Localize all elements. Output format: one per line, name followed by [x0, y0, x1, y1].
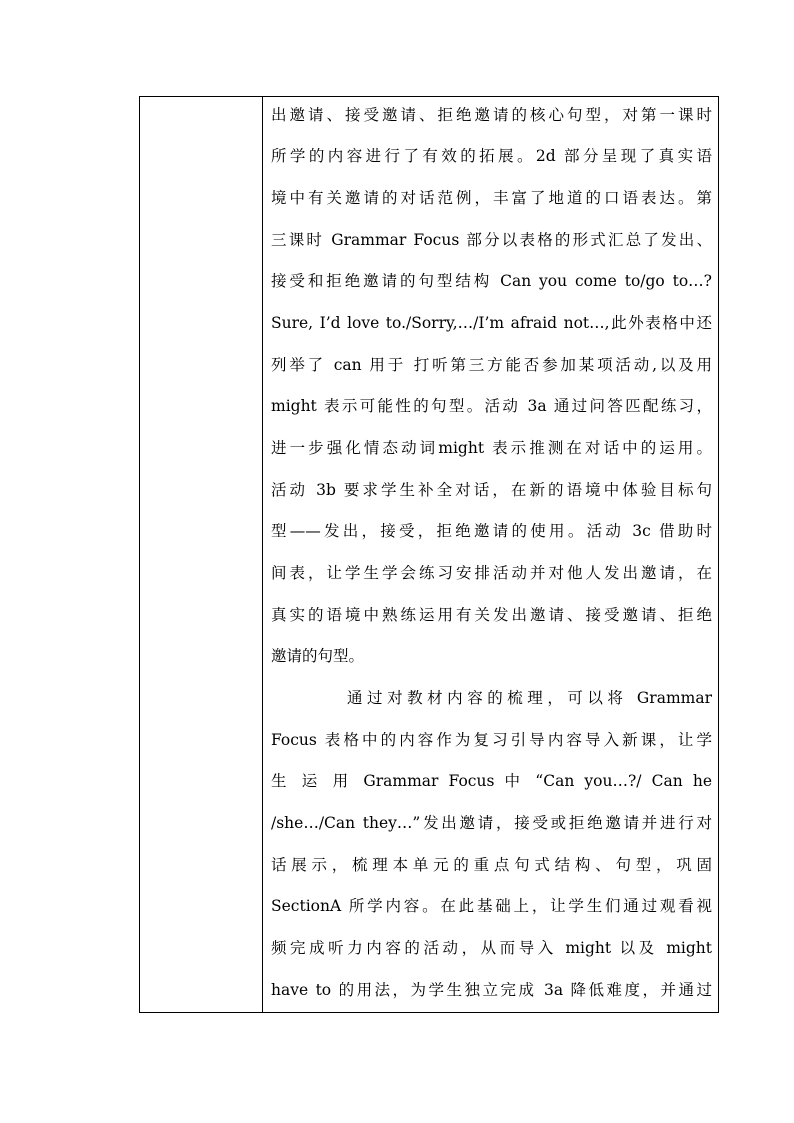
text-line: 出邀请、接受邀请、拒绝邀请的核心句型，对第一课时	[271, 106, 712, 124]
text-line: 话展示，梳理本单元的重点句式结构、句型，巩固	[271, 856, 712, 874]
text-line: /she…/Can they…”发出邀请，接受或拒绝邀请并进行对	[271, 814, 712, 832]
text-line: have to 的用法，为学生独立完成 3a 降低难度，并通过	[271, 981, 712, 999]
text-line: Sure, I’d love to./Sorry,…/I’m afraid not…,此外表格中还	[271, 314, 712, 332]
text-line: 列举了 can 用于 打听第三方能否参加某项活动,以及用	[271, 356, 712, 374]
text-line: 真实的语境中熟练运用有关发出邀请、接受邀请、拒绝	[271, 606, 712, 624]
text-line: 邀请的句型。	[271, 647, 365, 665]
table-left-cell	[140, 97, 263, 1012]
text-line: 频完成听力内容的活动，从而导入 might 以及 might	[271, 939, 712, 957]
text-line: 所学的内容进行了有效的拓展。2d 部分呈现了真实语	[271, 147, 712, 165]
table-right-cell	[263, 97, 718, 1012]
text-line: 间表，让学生学会练习安排活动并对他人发出邀请，在	[271, 564, 712, 582]
text-line: 接受和拒绝邀请的句型结构 Can you come to/go to…?	[271, 272, 712, 290]
document-table	[139, 96, 719, 1013]
text-line: 生 运 用 Grammar Focus 中 “Can you…?/ Can he	[271, 772, 712, 790]
text-line: 通过对教材内容的梳理，可以将 Grammar	[347, 689, 712, 707]
text-line: might 表示可能性的句型。活动 3a 通过问答匹配练习，	[271, 397, 712, 415]
text-line: 三课时 Grammar Focus 部分以表格的形式汇总了发出、	[271, 231, 712, 249]
text-line: Focus 表格中的内容作为复习引导内容导入新课，让学	[271, 731, 712, 749]
text-line: 境中有关邀请的对话范例，丰富了地道的口语表达。第	[271, 189, 712, 207]
text-line: 型——发出，接受，拒绝邀请的使用。活动 3c 借助时	[271, 522, 712, 540]
text-line: 进一步强化情态动词might 表示推测在对话中的运用。	[271, 439, 712, 457]
text-line: SectionA 所学内容。在此基础上，让学生们通过观看视	[271, 897, 712, 915]
text-line: 活动 3b 要求学生补全对话，在新的语境中体验目标句	[271, 481, 712, 499]
